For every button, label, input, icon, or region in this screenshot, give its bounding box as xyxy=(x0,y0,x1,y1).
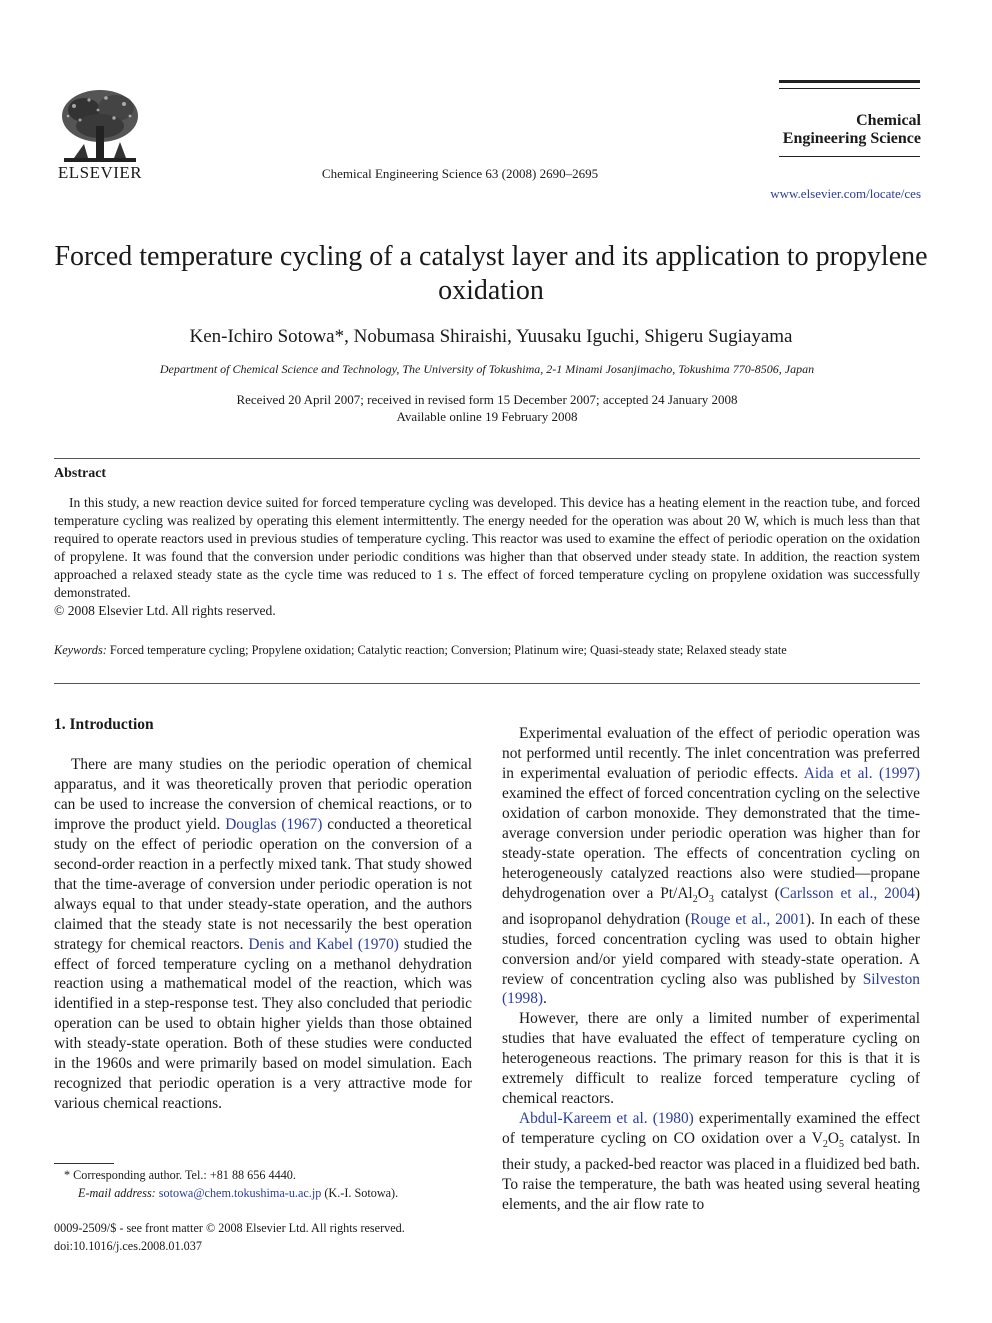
issn-copyright: 0009-2509/$ - see front matter © 2008 Elsevier Ltd. All rights reserved. xyxy=(54,1221,405,1235)
section-heading-introduction: 1. Introduction xyxy=(54,716,154,733)
divider xyxy=(54,683,920,684)
footnote-rule xyxy=(54,1163,114,1164)
paragraph: Abdul-Kareem et al. (1980) experimentally examined the effect of temperature cycling on CO oxidation over a $V_2O_5$ catalyst. In their study, a packed-bed reactor was placed in a fluidized bed bath. To raise the temperature, the bath was heated using several heating elements, and the air flow rate to xyxy=(502,1110,921,1214)
journal-citation: Chemical Engineering Science 63 (2008) 2690–2695 xyxy=(321,166,599,181)
divider xyxy=(54,458,920,459)
received-dates: Received 20 April 2007; received in revised form 15 December 2007; accepted 24 January 2008 xyxy=(236,392,738,407)
article-dates xyxy=(50,391,924,425)
keywords-label: Keywords: xyxy=(54,643,107,657)
email-link[interactable]: sotowa@chem.tokushima-u.ac.jp xyxy=(158,1186,322,1200)
email-note: E-mail address: sotowa@chem.tokushima-u.ac.jp (K.-I. Sotowa). xyxy=(78,1186,399,1200)
keywords-list: Forced temperature cycling; Propylene oxidation; Catalytic reaction; Conversion; Platinum wire; Quasi-steady state; Relaxed steady state xyxy=(109,643,787,657)
journal-name xyxy=(760,112,921,148)
doi: doi:10.1016/j.ces.2008.01.037 xyxy=(54,1239,202,1253)
keywords xyxy=(54,643,920,658)
citation-link[interactable]: Rouge et al., 2001 xyxy=(690,910,806,928)
header-rule xyxy=(779,156,920,157)
journal-url-link[interactable]: www.elsevier.com/locate/ces xyxy=(770,186,921,201)
body-column-right xyxy=(502,724,920,1215)
email-label: E-mail address: xyxy=(78,1186,156,1200)
citation-link[interactable]: Denis and Kabel (1970) xyxy=(248,935,399,953)
publisher-name: ELSEVIER xyxy=(57,163,143,182)
corresponding-author-note: * Corresponding author. Tel.: +81 88 656 4440. xyxy=(64,1168,296,1182)
journal-name-line1: Chemical xyxy=(856,112,921,129)
author-list: Ken-Ichiro Sotowa*, Nobumasa Shiraishi, Yuusaku Iguchi, Shigeru Sugiayama xyxy=(189,326,793,347)
citation-link[interactable]: Douglas (1967) xyxy=(225,815,323,833)
online-date: Available online 19 February 2008 xyxy=(396,409,578,424)
abstract-body xyxy=(54,494,920,603)
article-title: Forced temperature cycling of a catalyst layer and its application to propylene oxidation xyxy=(54,241,928,306)
body-column-left xyxy=(54,755,472,1114)
header-rule xyxy=(779,88,920,89)
abstract-text: In this study, a new reaction device suited for forced temperature cycling was developed. This device has a heating element in the reaction tube, and forced temperature cycling was realized by operating this element intermittently. The energy needed for the operation was about 20 W, which is much less than that required to operate reactors used in previous studies of temperature cycling. This reactor was used to examine the effect of periodic operation on the oxidation of propylene. It was found that the conversion under periodic conditions was higher than that observed under steady state. In addition, the reaction system approached a relaxed steady state as the cycle time was reduced to 1 s. The effect of forced temperature cycling on propylene oxidation was successfully demonstrated. xyxy=(54,495,920,601)
citation-link[interactable]: Carlsson et al., 2004 xyxy=(779,884,915,902)
journal-name-line2: Engineering Science xyxy=(782,130,921,147)
citation-link[interactable]: Aida et al. (1997) xyxy=(803,764,920,782)
abstract-copyright: © 2008 Elsevier Ltd. All rights reserved. xyxy=(54,603,276,618)
citation-link[interactable]: Abdul-Kareem et al. (1980) xyxy=(519,1110,694,1128)
paragraph: There are many studies on the periodic operation of chemical apparatus, and it was theoretically proven that periodic operation can be used to increase the conversion of chemical reactions, or to improve the product yield. Douglas (1967) conducted a theoretical study on the effect of periodic operation on the conversion of a second-order reaction in a perfectly mixed tank. That study showed that the time-average of conversion under periodic operation is not always equal to that under steady-state operation, and the authors claimed that the steady state is not necessarily the best operation strategy for chemical reactors. Denis and Kabel (1970) studied the effect of forced temperature cycling on a methanol dehydration reaction using a mathematical model of the reaction, which was identified in a step-response test. They also concluded that periodic operation can be used to obtain higher yields than those obtained with steady-state operation. Both of these studies were conducted in the 1960s and were primarily based on model simulation. Each recognized that periodic operation is a very attractive mode for various chemical reactions. xyxy=(54,756,472,1113)
citation-link[interactable]: Silveston (1998) xyxy=(502,970,920,1008)
abstract-heading: Abstract xyxy=(54,466,107,481)
header-rule xyxy=(779,80,920,83)
front-matter xyxy=(54,1219,405,1255)
paragraph: However, there are only a limited number of experimental studies that have evaluated the effect of temperature cycling on heterogeneous reactions. The primary reason for this is that it is extremely difficult to realize forced temperature cycling of chemical reactors. xyxy=(502,1010,920,1108)
paragraph: Experimental evaluation of the effect of periodic operation was not performed until recently. The inlet concentration was preferred in experimental evaluation of periodic effects. Aida et al. (1997) examined the effect of forced concentration cycling on the selective oxidation of carbon monoxide. They demonstrated that the time-average conversion under periodic operation was higher than for steady-state operation. The effects of concentration cycling on heterogeneously catalyzed reactions also were studied—propane dehydrogenation over a $Pt/Al_2O_3$ catalyst (Carlsson et al., 2004) and isopropanol dehydration (Rouge et al., 2001). In each of these studies, forced concentration cycling was used to obtain higher conversion and/or yield compared with steady-state operation. A review of concentration cycling also was published by Silveston (1998). xyxy=(502,725,921,1008)
affiliation: Department of Chemical Science and Technology, The University of Tokushima, 2-1 Minami Josanjimacho, Tokushima 770-8506, Japan xyxy=(159,362,815,376)
